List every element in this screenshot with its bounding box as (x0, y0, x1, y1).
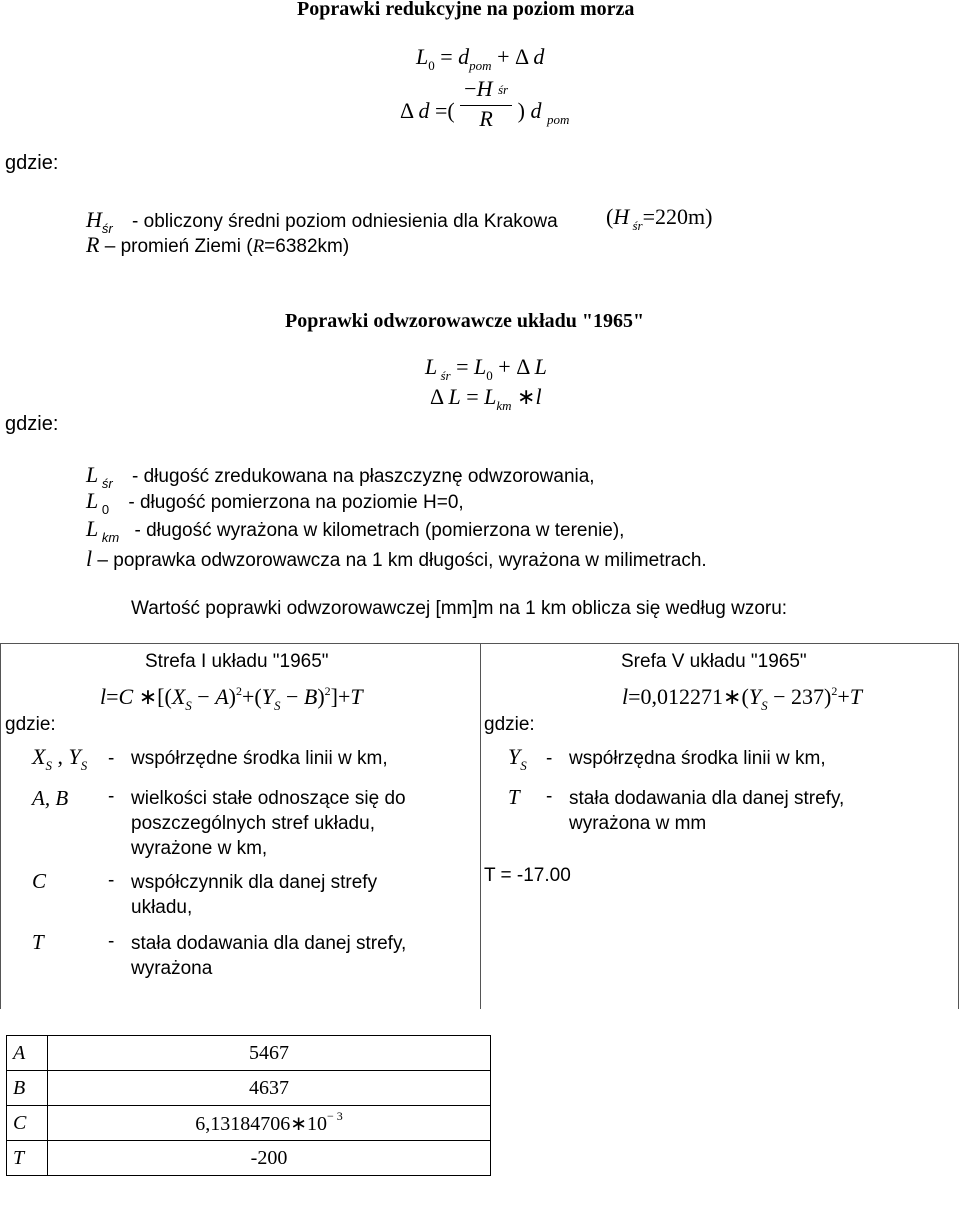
zones-top-border (0, 643, 958, 644)
zone1-xy-desc: współrzędne środka linii w km, (131, 748, 388, 769)
param-label: C (7, 1106, 48, 1141)
zone1-t-desc: stała dodawania dla danej strefy, wyrażona (131, 933, 407, 979)
param-label: A (7, 1036, 48, 1071)
section1-gdzie: gdzie: (5, 152, 59, 174)
param-value-c: $6,13184706∗10^{- 3}$ (48, 1106, 491, 1141)
zone1-xy-dash: - (108, 748, 115, 769)
param-value: 5467 (48, 1036, 491, 1071)
zone1-ab-dash: - (108, 786, 115, 807)
zone1-c-dash: - (108, 870, 115, 891)
param-value: -200 (48, 1141, 491, 1176)
r-description: R – promień Ziemi (R=6382km) (86, 232, 350, 257)
zone5-title: Srefa V układu "1965" (621, 651, 807, 672)
zones-divider (480, 643, 481, 1009)
zone5-t-value: T = -17.00 (484, 865, 571, 886)
zone1-t-label: T (32, 930, 44, 954)
zone1-title: Strefa I układu "1965" (145, 651, 329, 672)
table-row (7, 1106, 491, 1141)
table-row (7, 1141, 491, 1176)
zone5-ys-label: $Y_S$ (508, 744, 527, 773)
param-label: T (7, 1141, 48, 1176)
lkm-description: L $_{km}$ - długość wyrażona w kilometrach (pomierzona w terenie), (86, 516, 625, 545)
zone1-xy-label: $X_S$ , $Y_S$ (32, 744, 88, 773)
parameters-table (6, 1035, 491, 1176)
table-row (7, 1071, 491, 1106)
l-description: l – poprawka odwzorowawcza na 1 km długości, wyrażona w milimetrach. (86, 546, 707, 571)
formula-delta-d: Δ d =( $\frac{\text{−H śr}}{R}$ ) d $_{pom}$ (400, 76, 570, 131)
section1-title: Poprawki redukcyjne na poziom morza (297, 0, 635, 20)
lsr-description: L $_{śr}$ - długość zredukowana na płaszczyznę odwzorowania, (86, 462, 595, 491)
section2-gdzie: gdzie: (5, 413, 59, 435)
zone1-t-dash: - (108, 931, 115, 952)
zone1-ab-desc: wielkości stałe odnoszące się do poszczególnych stref układu, wyrażone w km, (131, 788, 406, 859)
hsr-description: $H_{śr}$ - obliczony średni poziom odniesienia dla Krakowa (86, 207, 558, 236)
zone1-c-desc: współczynnik dla danej strefy układu, (131, 872, 378, 918)
formula-l0: $L_0 = d_{pom} + \Delta$ d (416, 44, 545, 73)
zones-left-border (0, 643, 1, 1009)
zone1-c-label: C (32, 869, 47, 893)
hsr-value: (H $_{śr}$=220m) (606, 204, 713, 233)
zone5-ys-desc: współrzędna środka linii w km, (569, 748, 826, 769)
l0-description: L $_0$ - długość pomierzona na poziomie H=0, (86, 488, 464, 517)
zone5-t-dash: - (546, 786, 553, 807)
section2-title: Poprawki odwzorowawcze układu "1965" (285, 310, 645, 332)
zone5-t-desc: stała dodawania dla danej strefy, wyrażona w mm (569, 788, 845, 834)
zone5-formula: $l=0,012271∗(Y_S - 237)^2+T$ (622, 684, 862, 713)
zones-right-border (958, 643, 959, 1009)
zone5-gdzie: gdzie: (484, 714, 535, 735)
formula-lsr: L $_{śr} = L_0 + \Delta$ L (425, 354, 547, 383)
formula-note: Wartość poprawki odwzorowawczej [mm]m na 1 km oblicza się według wzoru: (131, 598, 788, 619)
param-value: 4637 (48, 1071, 491, 1106)
param-label: B (7, 1071, 48, 1106)
table-row (7, 1036, 491, 1071)
zone5-ys-dash: - (546, 748, 553, 769)
formula-delta-l: Δ $L = L_{km}$ ∗l (430, 384, 542, 413)
zone1-gdzie: gdzie: (5, 714, 56, 735)
zone5-t-label: T (508, 785, 520, 809)
zone1-ab-label: A, B (32, 786, 69, 810)
zone1-formula: l=C $∗[(X_S - A)^2+(Y_S - B)^2]+T$ (100, 684, 363, 713)
